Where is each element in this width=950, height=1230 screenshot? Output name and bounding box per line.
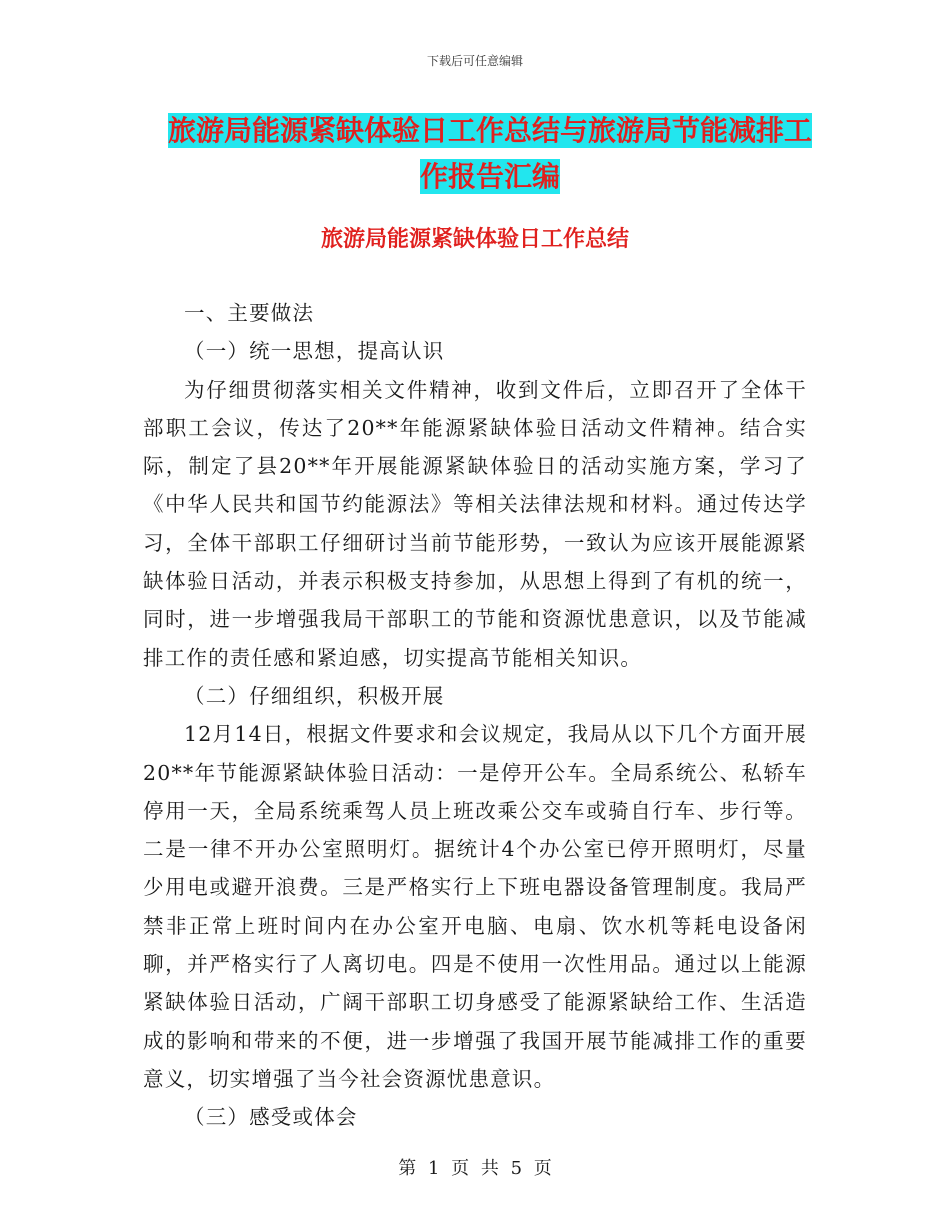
header-note: 下载后可任意编辑: [426, 54, 523, 68]
section-heading-1: 一、主要做法: [184, 301, 315, 325]
page-footer: 第 1 页 共 5 页: [398, 1158, 552, 1179]
main-title-line2: 作报告汇编: [419, 160, 560, 193]
main-title-line1: 旅游局能源紧缺体验日工作总结与旅游局节能减排工: [167, 114, 812, 147]
subheading-2: （二）仔细组织，积极开展: [184, 683, 445, 708]
paragraph-2: 12月14日，根据文件要求和会议规定，我局从以下几个方面开展20**年节能源紧缺体验日活动：一是停开公车。全局系统公、私轿车停用一天，全局系统乘驾人员上班改乘公交车或骑自行车、步行等。二是一律不开办公室照明灯。据统计4个办公室已停开照明灯，尽量少用电或避开浪费。三是严格实行上下班电器设备管理制度。我局严禁非正常上班时间内在办公室开电脑、电扇、饮水机等耗电设备闲聊，并严格实行了人离切电。四是不使用一次性用品。通过以上能源紧缺体验日活动，广阔干部职工切身感受了能源紧缺给工作、生活造成的影响和带来的不便，进一步增强了我国开展节能减排工作的重要意义，切实增强了当今社会资源忧患意识。: [143, 722, 807, 1091]
subheading-3: （三）感受或体会: [184, 1105, 358, 1130]
section-title: 旅游局能源紧缺体验日工作总结: [320, 227, 629, 252]
document-body: [143, 294, 807, 1137]
paragraph-1: 为仔细贯彻落实相关文件精神，收到文件后，立即召开了全体干部职工会议，传达了20**年能源紧缺体验日活动文件精神。结合实际，制定了县20**年开展能源紧缺体验日的活动实施方案，学习了《中华人民共和国节约能源法》等相关法律法规和材料。通过传达学习，全体干部职工仔细研讨当前节能形势，一致认为应该开展能源紧缺体验日活动，并表示积极支持参加，从思想上得到了有机的统一，同时，进一步增强我局干部职工的节能和资源忧患意识，以及节能减排工作的责任感和紧迫感，切实提高节能相关知识。: [143, 377, 807, 670]
main-title: [160, 108, 820, 200]
subheading-1: （一）统一思想，提高认识: [184, 339, 445, 364]
